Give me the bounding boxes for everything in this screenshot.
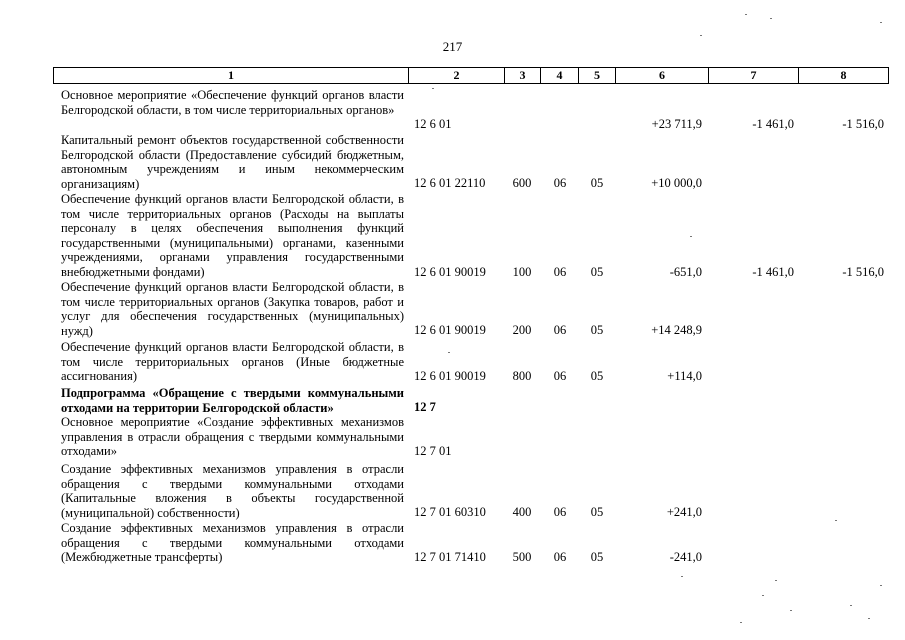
- row-amount-1: +10 000,0: [651, 176, 702, 190]
- row-description: Создание эффективных механизмов управления в отрасли обращения с твердыми коммунальными отходами (Капитальные вложения в объекты государственной (муниципальной) собственности): [61, 462, 404, 520]
- row-code: 12 6 01: [414, 117, 452, 131]
- row-amount-1: +114,0: [667, 369, 702, 383]
- row-description: Основное мероприятие «Обеспечение функций органов власти Белгородской области, в том числе территориальных органов»: [61, 88, 404, 117]
- row-section: 06: [553, 550, 567, 564]
- column-header-5: 5: [578, 68, 615, 83]
- row-expense-type: 600: [512, 176, 532, 190]
- row-description: Обеспечение функций органов власти Белгородской области, в том числе территориальных органов (Закупка товаров, работ и услуг для обеспечения государственных (муниципальных) нужд): [61, 280, 404, 338]
- table-header: [53, 67, 889, 84]
- row-expense-type: 500: [512, 550, 532, 564]
- row-description: Обеспечение функций органов власти Белгородской области, в том числе территориальных органов (Расходы на выплаты персоналу в целях обеспечения выполнения функций государственными (муниципальными) органами, казенными учреждениями, органами управления государственными внебюджетными фондами): [61, 192, 404, 279]
- column-header-6: 6: [615, 68, 708, 83]
- row-amount-1: +23 711,9: [651, 117, 702, 131]
- row-subsection: 05: [590, 265, 604, 279]
- column-header-4: 4: [540, 68, 578, 83]
- row-subsection: 05: [590, 505, 604, 519]
- row-amount-2: -1 461,0: [752, 265, 794, 279]
- row-section: 06: [553, 369, 567, 383]
- column-header-8: 8: [798, 68, 888, 83]
- row-code: 12 7: [414, 400, 436, 414]
- row-expense-type: 100: [512, 265, 532, 279]
- row-subsection: 05: [590, 369, 604, 383]
- row-code: 12 6 01 22110: [414, 176, 486, 190]
- row-amount-1: +241,0: [666, 505, 702, 519]
- row-code: 12 7 01 71410: [414, 550, 486, 564]
- row-expense-type: 800: [512, 369, 532, 383]
- row-section: 06: [553, 323, 567, 337]
- row-amount-1: -241,0: [669, 550, 702, 564]
- column-header-1: 1: [228, 68, 234, 82]
- row-amount-1: +14 248,9: [651, 323, 702, 337]
- row-subsection: 05: [590, 323, 604, 337]
- row-code: 12 7 01 60310: [414, 505, 486, 519]
- row-code: 12 6 01 90019: [414, 323, 486, 337]
- row-description: Обеспечение функций органов власти Белгородской области, в том числе территориальных органов (Иные бюджетные ассигнования): [61, 340, 404, 384]
- row-amount-3: -1 516,0: [842, 265, 884, 279]
- row-section: 06: [553, 176, 567, 190]
- row-subsection: 05: [590, 550, 604, 564]
- row-amount-1: -651,0: [669, 265, 702, 279]
- row-description: Капитальный ремонт объектов государственной собственности Белгородской области (Предоставление субсидий бюджетным, автономным учреждениям и иным некоммерческим организациям): [61, 133, 404, 191]
- row-code: 12 6 01 90019: [414, 265, 486, 279]
- row-amount-2: -1 461,0: [752, 117, 794, 131]
- row-expense-type: 400: [512, 505, 532, 519]
- row-description: Основное мероприятие «Создание эффективных механизмов управления в отрасли обращения с твердыми коммунальными отходами»: [61, 415, 404, 459]
- row-expense-type: 200: [512, 323, 532, 337]
- row-subsection: 05: [590, 176, 604, 190]
- row-section: 06: [553, 505, 567, 519]
- row-amount-3: -1 516,0: [842, 117, 884, 131]
- row-description: Подпрограмма «Обращение с твердыми коммунальными отходами на территории Белгородской области»: [61, 386, 404, 415]
- row-code: 12 7 01: [414, 444, 452, 458]
- row-code: 12 6 01 90019: [414, 369, 486, 383]
- column-header-2: 2: [408, 68, 504, 83]
- column-header-7: 7: [708, 68, 798, 83]
- page-number: 217: [442, 39, 463, 54]
- row-section: 06: [553, 265, 567, 279]
- column-header-3: 3: [504, 68, 540, 83]
- row-description: Создание эффективных механизмов управления в отрасли обращения с твердыми коммунальными отходами (Межбюджетные трансферты): [61, 521, 404, 565]
